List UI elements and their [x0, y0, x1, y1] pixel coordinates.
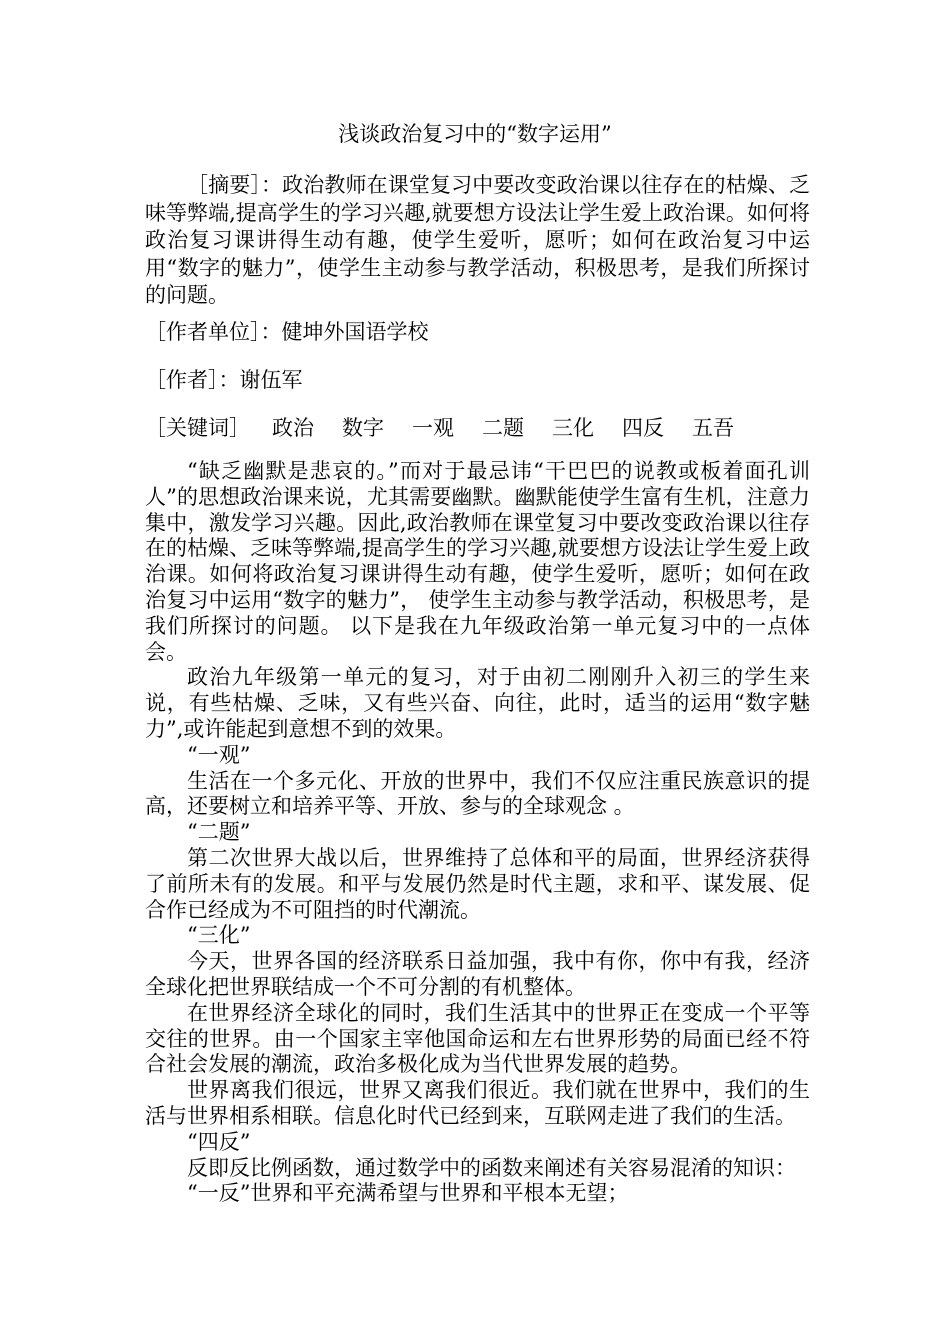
- body-paragraph: “一反”世界和平充满希望与世界和平根本无望；: [187, 1181, 629, 1206]
- body-paragraph: 生活在一个多元化、开放的世界中，我们不仅应注重民族意识的提高，还要树立和培养平等、开放、参与的全球观念 。: [145, 768, 810, 819]
- keyword-item: 政治: [272, 416, 314, 440]
- abstract-section: [145, 172, 810, 310]
- body-paragraph: 今天，世界各国的经济联系日益加强，我中有你，你中有我，经济全球化把世界联结成一个不可分割的有机整体。: [145, 949, 810, 999]
- section-heading: “一观”: [187, 742, 251, 767]
- body-text: [145, 459, 810, 1207]
- section-heading: “三化”: [187, 923, 251, 948]
- keyword-item: 二题: [482, 416, 524, 440]
- keyword-item: 五吾: [692, 416, 734, 440]
- body-paragraph: 世界离我们很远，世界又离我们很近。我们就在世界中，我们的生活与世界相系相联。信息化时代已经到来，互联网走进了我们的生活。: [145, 1078, 810, 1128]
- section-heading: “四反”: [187, 1129, 251, 1154]
- body-paragraph: 第二次世界大战以后，世界维持了总体和平的局面，世界经济获得了前所未有的发展。和平与发展仍然是时代主题，求和平、谋发展、促合作已经成为不可阻挡的时代潮流。: [145, 845, 810, 922]
- body-paragraph: 在世界经济全球化的同时，我们生活其中的世界正在变成一个平等交往的世界。由一个国家主宰他国命运和左右世界形势的局面已经不符合社会发展的潮流，政治多极化成为当代世界发展的趋势。: [145, 1000, 810, 1077]
- keywords-label: ［关键词］: [145, 416, 250, 440]
- section-heading: “二题”: [187, 820, 251, 845]
- keyword-item: 三化: [552, 416, 594, 440]
- abstract-paragraph: ［摘要］：政治教师在课堂复习中要改变政治课以往存在的枯燥、乏味等弊端,提高学生的学习兴趣,就要想方设法让学生爱上政治课。如何将政治复习课讲得生动有趣，使学生爱听，愿听；如何在政治复习中运用“数字的魅力”，使学生主动参与教学活动，积极思考，是我们所探讨的问题。: [145, 173, 810, 307]
- keyword-item: 数字: [342, 416, 384, 440]
- keywords-line: [145, 414, 762, 442]
- body-paragraph: “缺乏幽默是悲哀的。”而对于最忌讳“干巴巴的说教或板着面孔训人”的思想政治课来说，尤其需要幽默。幽默能使学生富有生机，注意力集中，激发学习兴趣。因此,政治教师在课堂复习中要改变政治课以往存在的枯燥、乏味等弊端,提高学生的学习兴趣,就要想方设法让学生爱上政治课。如何将政治复习课讲得生动有趣，使学生爱听，愿听；如何在政治复习中运用“数字的魅力”， 使学生主动参与教学活动，积极思考，是我们所探讨的问题。 以下是我在九年级政治第一单元复习中的一点体会。: [145, 459, 810, 664]
- author-unit: ［作者单位］：健坤外国语学校: [145, 320, 429, 344]
- keyword-item: 四反: [622, 416, 664, 440]
- author-name: ［作者］：谢伍军: [145, 368, 303, 392]
- document-title: 浅谈政治复习中的“数字运用”: [338, 122, 612, 146]
- body-paragraph: 政治九年级第一单元的复习，对于由初二刚刚升入初三的学生来说，有些枯燥、乏味，又有些兴奋、向往，此时，适当的运用“数字魅力”,或许能起到意想不到的效果。: [145, 665, 810, 741]
- body-paragraph: 反即反比例函数，通过数学中的函数来阐述有关容易混淆的知识：: [187, 1155, 796, 1180]
- keyword-item: 一观: [412, 416, 454, 440]
